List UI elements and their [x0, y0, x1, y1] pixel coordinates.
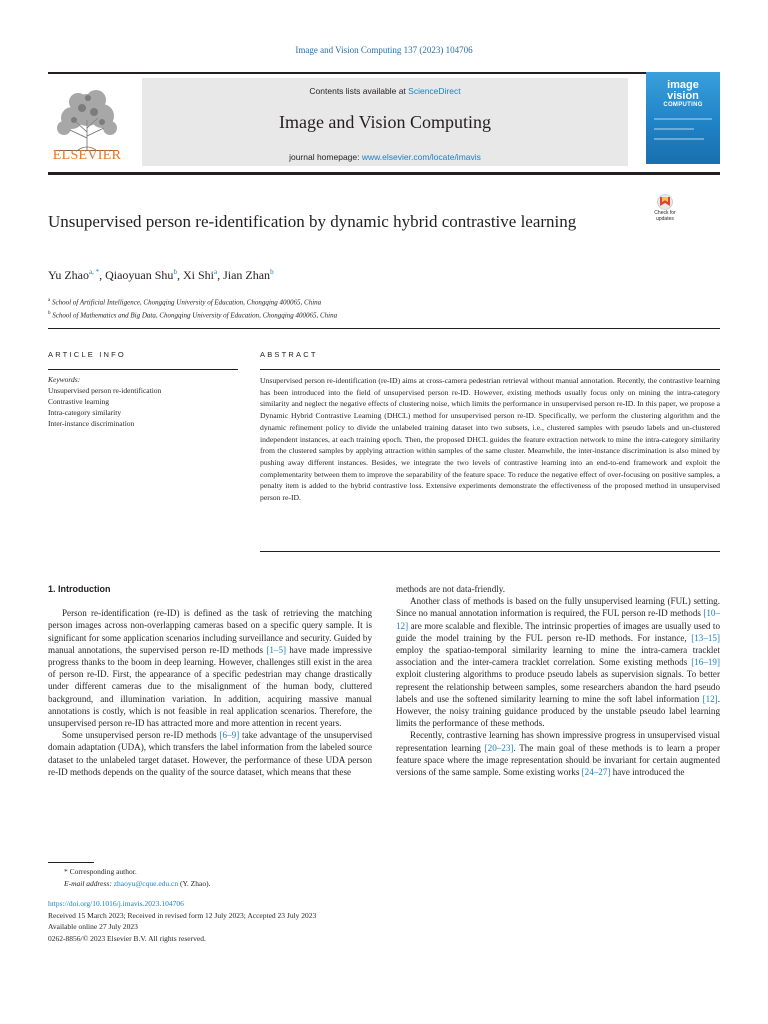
- email-note: [48, 878, 720, 890]
- author-name[interactable]: Yu Zhao: [48, 268, 89, 282]
- paragraph-text: Recently, contrastive learning has shown impressive progress in unsupervised visual representation learning: [396, 730, 720, 753]
- footnote-rule: [48, 862, 94, 863]
- paragraph-text: have introduced the: [610, 767, 685, 778]
- body-column-left: [48, 583, 372, 778]
- paragraph-text: Another class of methods is based on the fully unsupervised learning (FUL) setting. Since no manual annotation information is required, the FUL person re-ID methods: [396, 596, 720, 619]
- contents-line: [142, 86, 628, 96]
- citation-link[interactable]: [16–19]: [691, 657, 720, 668]
- paragraph: [396, 595, 720, 729]
- cover-word-image: image: [667, 79, 699, 91]
- citation-link[interactable]: [20–23]: [484, 742, 514, 753]
- author-name[interactable]: Qiaoyuan Shu: [105, 268, 174, 282]
- article-info-rule: [48, 369, 238, 370]
- author-separator: ,: [217, 268, 224, 282]
- paragraph-text: . However, the noisy training guidance produced by the unstable pseudo label learning limits the performance of these methods.: [396, 693, 720, 729]
- author-separator: ,: [99, 268, 106, 282]
- affiliation-item: [48, 308, 668, 321]
- email-suffix: (Y. Zhao).: [178, 879, 211, 888]
- affiliation-mark: b: [48, 311, 51, 317]
- citation-link[interactable]: [6–9]: [219, 730, 240, 741]
- crossmark-label: [648, 210, 682, 222]
- abstract-text: Unsupervised person re-identification (re-ID) aims at cross-camera pedestrian retrieval without manual annotation. Recently, the contrastive learning has been introduced into the field of unsupervised person re-ID. However, existing methods usually focus only on mining the intra-category similarity and neglect the negative effects of clustering noise, which limits the performance in unsupervised person re-ID. In this paper, we propose a Dynamic Hybrid Contrastive Learning (DHCL) method for unsupervised person re-ID. Specifically, we perform the clustering algorithm and the dynamic refinement policy to divide the unlabeled training dataset into two subsets, i.e., clustered samples with pseudo labels and un-clustered independent instances, at each training epoch. Then, the proposed DHCL guides the feature extraction network to mine the intra-category similarity from the clustered samples by applying attraction within samples of the same cluster. Meanwhile, the inter-instance discrimination is also mined by pushing away different instances. Besides, we integrate the two levels of contrastive learning into an end-to-end framework and exploit the complementarity between them to improve the separability of the feature space. To reduce the negative effect of over-focusing on positive samples, a penalty item is added to the hybrid contrastive loss. Extensive experiments demonstrate the effectiveness of the proposed method in unsupervised person re-ID.: [260, 376, 720, 503]
- contents-prefix: Contents lists available at: [309, 86, 409, 96]
- author-name[interactable]: Xi Shi: [182, 268, 214, 282]
- paragraph-text: are more scalable and flexible. The intrinsic properties of images are usually used to guide the model training by the FUL person re-ID methods. For instance,: [396, 620, 720, 643]
- crossmark-label-line1: Check for: [654, 210, 676, 216]
- running-head[interactable]: Image and Vision Computing 137 (2023) 104706: [295, 45, 473, 55]
- author-name[interactable]: Jian Zhan: [223, 268, 271, 282]
- paragraph: [48, 607, 372, 729]
- homepage-line: [142, 152, 628, 162]
- abstract-heading: ABSTRACT: [260, 350, 318, 359]
- crossmark-label-line2: updates: [656, 216, 674, 222]
- author-list: [48, 268, 608, 283]
- abstract-bottom-rule: [260, 551, 720, 552]
- affiliation-text: School of Mathematics and Big Data, Chongqing University of Education, Chongqing 400065, China: [52, 311, 338, 320]
- paragraph-text: Person re-identification (re-ID) is defined as the task of retrieving the matching person images across non-overlapping cameras based on a specific query sample. It is significant for some application scenarios including surveillance and security. Guided by manual annotations, the supervised person re-ID methods: [48, 608, 372, 655]
- publisher-name: ELSEVIER: [52, 148, 122, 163]
- paragraph: [48, 729, 372, 778]
- citation-link[interactable]: [24–27]: [581, 767, 611, 778]
- paragraph: methods are not data-friendly.: [396, 584, 506, 594]
- masthead-top-rule: [48, 72, 720, 74]
- affiliations: [48, 295, 668, 322]
- cover-word-vision: vision: [667, 90, 699, 102]
- masthead-bottom-rule: [48, 172, 720, 175]
- copyright: 0262-8856/© 2023 Elsevier B.V. All rights reserved.: [48, 933, 206, 943]
- available-online: Available online 27 July 2023: [48, 922, 138, 931]
- paragraph-text: . The main goal of these methods is to learn a proper feature space where the image representation should be invariant for certain augmented versions of the same sample. Some existing works: [396, 742, 720, 778]
- crossmark-icon: [648, 194, 682, 210]
- keyword-item: Intra-category similarity: [48, 408, 122, 417]
- corresponding-author-text: Corresponding author.: [69, 867, 137, 876]
- article-title: Unsupervised person re-identification by dynamic hybrid contrastive learning: [48, 212, 577, 231]
- email-label: E-mail address:: [64, 879, 112, 888]
- sciencedirect-link[interactable]: ScienceDirect: [408, 86, 461, 96]
- cover-decoration: [654, 118, 712, 120]
- affiliation-mark: a: [48, 298, 51, 303]
- received-dates: Received 15 March 2023; Received in revised form 12 July 2023; Accepted 23 July 2023: [48, 910, 317, 920]
- citation-link[interactable]: [10–12]: [396, 608, 720, 631]
- keywords-label: Keywords:: [48, 375, 81, 384]
- journal-masthead: [48, 72, 720, 174]
- introduction-heading: 1. Introduction: [48, 584, 111, 594]
- homepage-link[interactable]: www.elsevier.com/locate/imavis: [361, 152, 481, 162]
- cover-word-computing: COMPUTING: [663, 102, 703, 108]
- email-link[interactable]: zhaoyu@cque.edu.cn: [113, 879, 179, 888]
- journal-title: Image and Vision Computing: [278, 112, 492, 132]
- author-affiliation-mark[interactable]: a: [213, 268, 218, 276]
- citation-link[interactable]: [13–15]: [691, 632, 720, 643]
- affiliation-text: School of Artificial Intelligence, Chongqing University of Education, Chongqing 400065, China: [51, 298, 322, 307]
- article-info-heading: ARTICLE INFO: [48, 350, 126, 359]
- author-affiliation-mark[interactable]: a, *: [89, 268, 100, 276]
- corresponding-author-note: * Corresponding author.: [64, 867, 137, 876]
- paragraph-text: exploit clustering algorithms to produce pseudo labels as supervision signals. To better represent the relationship between samples, some researchers abandon the hard pseudo labels and use the softened similarity learning to mine the soft label information: [396, 669, 720, 704]
- footnotes: [48, 866, 720, 890]
- header-divider: [48, 328, 720, 329]
- paragraph-text: have made impressive progress thanks to the boom in deep learning. However, challenges still exist in the area of person re-ID. First, the appearance of a specific pedestrian may change drastically under different cameras due to the misalignment of the human body, cluttered background, and illumination variation. In addition, acquiring massive manual annotations is costly, which is not feasible in real application scenarios. Therefore, the unsupervised person re-ID has attracted more and more attention in recent years.: [48, 644, 372, 729]
- cover-decoration: [654, 138, 704, 140]
- paragraph-text: take advantage of the unsupervised domain adaptation (UDA), which transfers the label information from the labeled source dataset to the unlabeled target dataset. However, the performance of these UDA person re-ID methods depends on the quality of the source dataset, which means that these: [48, 730, 372, 777]
- citation-link[interactable]: [1–5]: [266, 644, 287, 655]
- paragraph-text: employ the spatiao-temporal similarity learning to mine the intra-camera tracklet association and the inter-camera tracklet correlation. Some existing methods: [396, 645, 720, 668]
- author-separator: ,: [176, 268, 183, 282]
- abstract-rule: [260, 369, 720, 370]
- check-for-updates-badge[interactable]: [648, 194, 682, 230]
- paragraph: [396, 729, 720, 778]
- journal-cover-image[interactable]: [646, 72, 720, 164]
- keywords-block: [48, 374, 238, 429]
- paragraph-text: Some unsupervised person re-ID methods: [62, 730, 220, 741]
- keyword-item: Contrastive learning: [48, 397, 110, 406]
- keyword-item: Inter-instance discrimination: [48, 419, 135, 428]
- homepage-prefix: journal homepage:: [289, 152, 362, 162]
- author-affiliation-mark[interactable]: b: [173, 268, 177, 276]
- citation-link[interactable]: [12]: [702, 693, 718, 704]
- cover-decoration: [654, 128, 694, 130]
- journal-info-box: [142, 78, 628, 166]
- affiliation-item: [48, 295, 668, 308]
- author-affiliation-mark[interactable]: b: [270, 268, 274, 276]
- body-column-right: [396, 583, 720, 778]
- doi-link[interactable]: https://doi.org/10.1016/j.imavis.2023.104706: [48, 899, 184, 908]
- keyword-item: Unsupervised person re-identification: [48, 386, 162, 395]
- publication-info: [48, 898, 720, 944]
